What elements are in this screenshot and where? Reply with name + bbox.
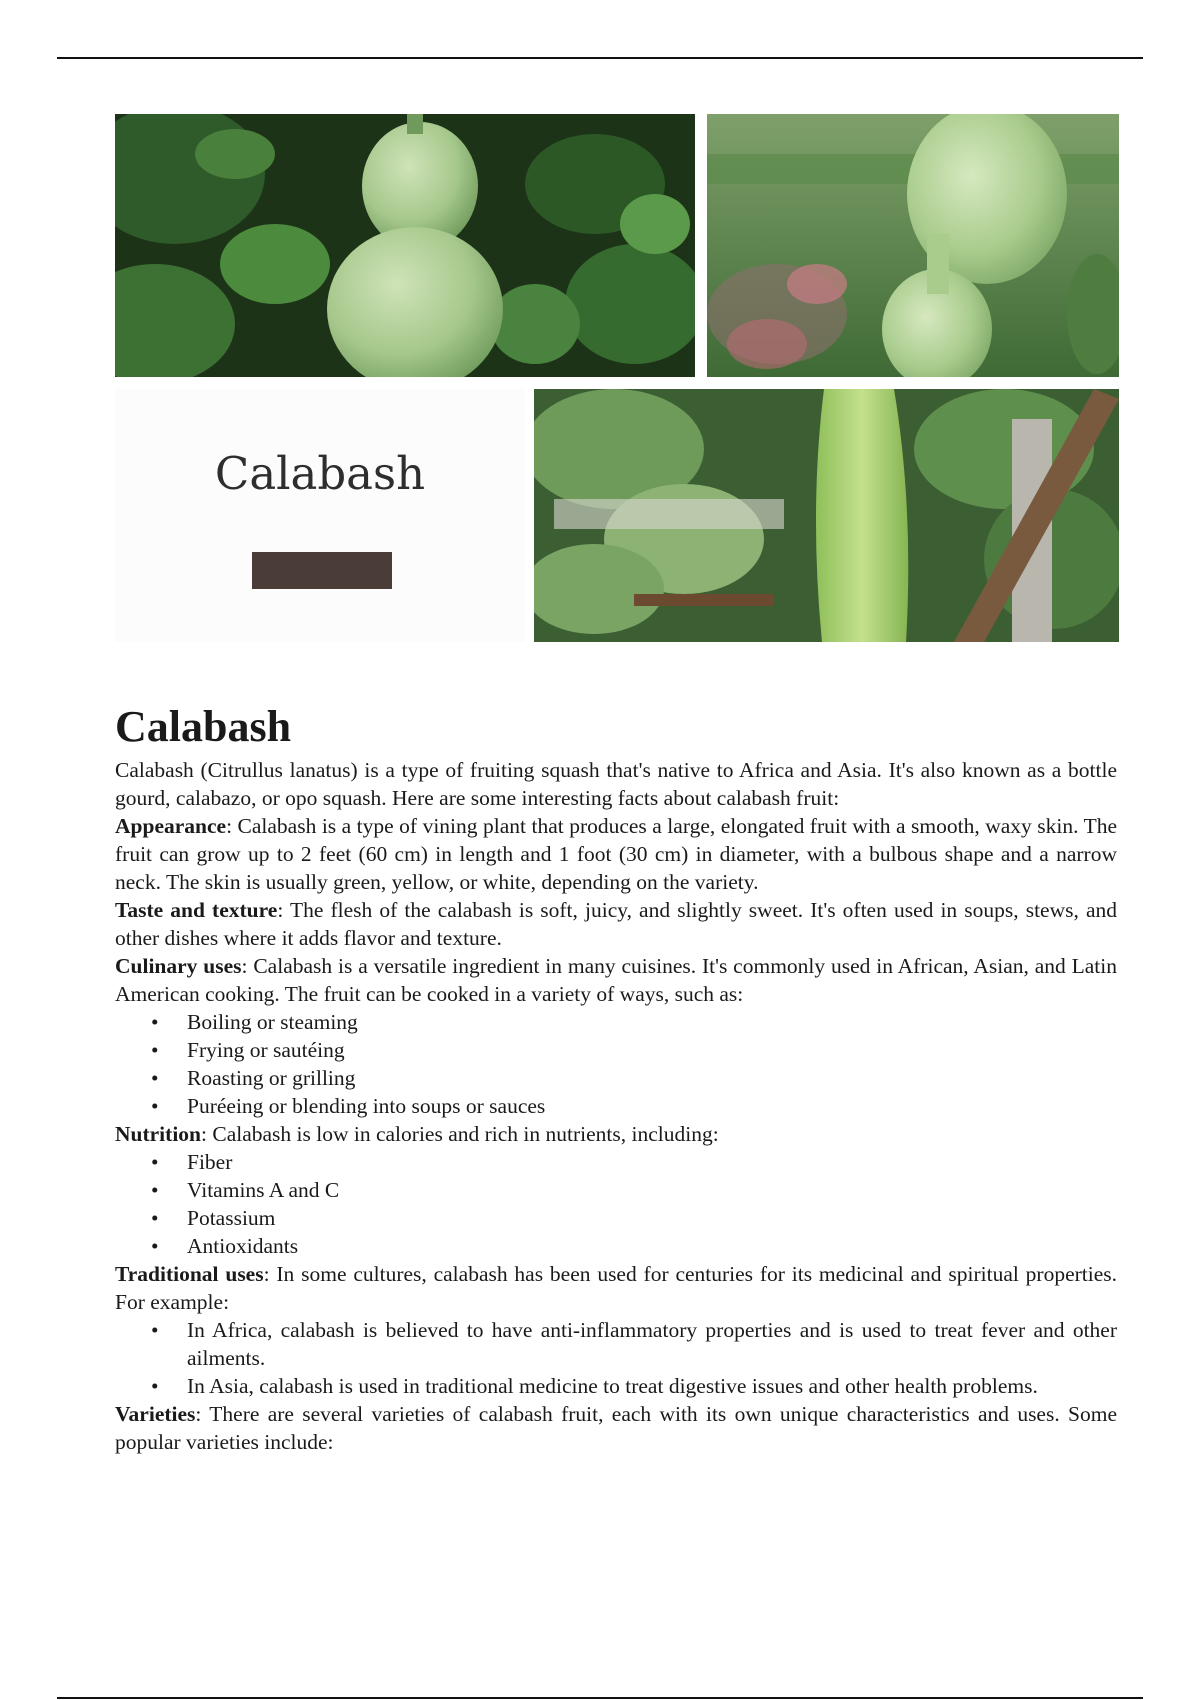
bullet-list	[115, 1008, 1117, 1120]
bullet-icon: •	[151, 1178, 159, 1202]
calabash-gourd-on-vine-photo	[115, 114, 695, 377]
section-label: Nutrition	[115, 1122, 201, 1146]
list-item-text: In Asia, calabash is used in traditional medicine to treat digestive issues and other health problems.	[187, 1374, 1038, 1398]
list-item	[115, 1064, 1117, 1092]
list-item-text: Boiling or steaming	[187, 1010, 358, 1034]
hanging-calabash-garden-photo	[707, 114, 1119, 377]
panel-title: Calabash	[214, 447, 426, 500]
bullet-list	[115, 1316, 1117, 1400]
bullet-icon: •	[151, 1038, 159, 1062]
list-item	[115, 1008, 1117, 1036]
section-paragraph	[115, 812, 1117, 896]
bullet-icon: •	[151, 1010, 159, 1034]
section-paragraph	[115, 896, 1117, 952]
list-item-text: Frying or sautéing	[187, 1038, 345, 1062]
section-paragraph	[115, 1120, 1117, 1148]
bullet-icon: •	[151, 1318, 159, 1342]
sections-container	[115, 812, 1117, 1456]
list-item-text: Roasting or grilling	[187, 1066, 356, 1090]
section-paragraph	[115, 1400, 1117, 1456]
bullet-list	[115, 1148, 1117, 1260]
list-item	[115, 1372, 1117, 1400]
document-heading: Calabash	[115, 702, 292, 751]
bottom-rule	[57, 1697, 1143, 1699]
section-label: Appearance	[115, 814, 227, 838]
list-item-text: Potassium	[187, 1206, 276, 1230]
bullet-icon: •	[151, 1066, 159, 1090]
top-rule	[57, 57, 1143, 59]
section-text: : Calabash is low in calories and rich in nutrients, including:	[201, 1122, 719, 1146]
list-item	[115, 1036, 1117, 1064]
section-paragraph	[115, 952, 1117, 1008]
title-panel	[115, 389, 525, 642]
bullet-icon: •	[151, 1374, 159, 1398]
section-paragraph	[115, 1260, 1117, 1316]
accent-bar	[252, 552, 392, 589]
list-item	[115, 1092, 1117, 1120]
bullet-icon: •	[151, 1150, 159, 1174]
section-text: : There are several varieties of calabash fruit, each with its own unique characteristics and uses. Some popular varieties include:	[115, 1402, 1117, 1454]
intro-paragraph: Calabash (Citrullus lanatus) is a type of fruiting squash that's native to Africa and Asia. It's also known as a bottle gourd, calabazo, or opo squash. Here are some interesting facts about calabash fruit:	[115, 758, 1117, 810]
list-item	[115, 1316, 1117, 1372]
list-item-text: Puréeing or blending into soups or sauces	[187, 1094, 546, 1118]
section-text: : Calabash is a versatile ingredient in many cuisines. It's commonly used in African, Asian, and Latin American cooking. The fruit can be cooked in a variety of ways, such as:	[115, 954, 1117, 1006]
list-item	[115, 1176, 1117, 1204]
section-text: : The flesh of the calabash is soft, juicy, and slightly sweet. It's often used in soups, stews, and other dishes where it adds flavor and texture.	[115, 898, 1117, 950]
list-item-text: Vitamins A and C	[187, 1178, 340, 1202]
document-body	[115, 700, 1117, 1456]
list-item	[115, 1148, 1117, 1176]
section-label: Taste and texture	[115, 898, 278, 922]
list-item	[115, 1204, 1117, 1232]
bullet-icon: •	[151, 1206, 159, 1230]
list-item-text: Antioxidants	[187, 1234, 299, 1258]
section-text: : In some cultures, calabash has been used for centuries for its medicinal and spiritual properties. For example:	[115, 1262, 1117, 1314]
section-label: Traditional uses	[115, 1262, 264, 1286]
bullet-icon: •	[151, 1234, 159, 1258]
bullet-icon: •	[151, 1094, 159, 1118]
section-label: Culinary uses	[115, 954, 242, 978]
elongated-calabash-garden-photo	[534, 389, 1119, 642]
section-label: Varieties	[115, 1402, 196, 1426]
list-item-text: Fiber	[187, 1150, 233, 1174]
section-text: : Calabash is a type of vining plant that produces a large, elongated fruit with a smooth, waxy skin. The fruit can grow up to 2 feet (60 cm) in length and 1 foot (30 cm) in diameter, with a bulbous shape and a narrow neck. The skin is usually green, yellow, or white, depending on the variety.	[115, 814, 1117, 894]
list-item-text: In Africa, calabash is believed to have anti-inflammatory properties and is used to treat fever and other ailments.	[187, 1318, 1117, 1370]
list-item	[115, 1232, 1117, 1260]
